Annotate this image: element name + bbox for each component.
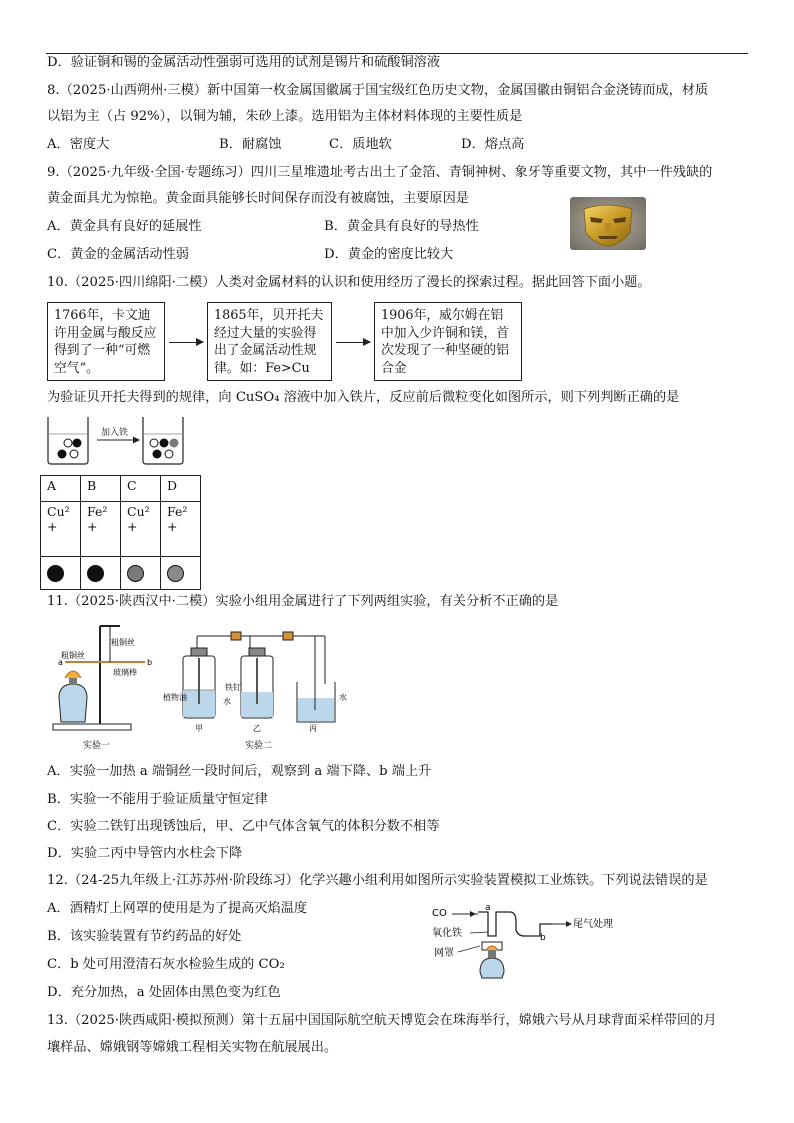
q11-option-a[interactable]: A．实验一加热 a 端铜丝一段时间后，观察到 a 端下降、b 端上升 (47, 764, 432, 779)
exp2-label-oil: 植物油 (163, 693, 187, 702)
q12-iron-smelting-figure (430, 902, 630, 982)
q12-option-c[interactable]: C．b 处可用澄清石灰水检验生成的 CO₂ (47, 957, 285, 972)
beaker-arrow-label: 加入铁 (101, 428, 129, 438)
q8-stem-line1: 8.（2025·山西朔州·三模）新中国第一枚金属国徽属于国宝级红色历史文物，金属国徽由铜铝合金浇铸而成，材质 (47, 83, 709, 98)
q11-experiment-figure (45, 618, 365, 752)
q9-option-c[interactable]: C．黄金的金属活动性弱 (47, 247, 189, 262)
gold-mask-image (570, 197, 646, 250)
particle-dot-a (47, 565, 64, 582)
q13-stem-line1: 13.（2025·陕西咸阳·模拟预测）第十五届中国国际航空航天博览会在珠海举行，嫦娥六号从月球背面采样带回的月 (47, 1013, 717, 1028)
q12-option-a[interactable]: A．酒精灯上网罩的使用是为了提高灭焰温度 (47, 901, 308, 916)
table-col-a[interactable]: A (41, 476, 81, 502)
exp1-label-wire-left: 粗铜丝 (61, 651, 85, 660)
ion-cell-d: Fe² + (161, 502, 201, 557)
exp2-label-water2: 水 (339, 693, 347, 702)
exp2-caption: 实验二 (245, 741, 273, 751)
fig12-label-tail-gas: 尾气处理 (573, 919, 613, 930)
table-col-c[interactable]: C (121, 476, 161, 502)
exp1-label-b: b (147, 658, 153, 667)
particle-dot-c (127, 565, 144, 582)
q11-option-c[interactable]: C．实验二铁钉出现锈蚀后，甲、乙中气体含氧气的体积分数不相等 (47, 819, 440, 834)
flow-box-1865: 1865年，贝开托夫经过大量的实验得出了金属活动性规律。如：Fe>Cu (207, 302, 332, 381)
table-col-b[interactable]: B (81, 476, 121, 502)
q11-stem-line1: 11.（2025·陕西汉中·二模）实验小组用金属进行了下列两组实验，有关分析不正确的是 (47, 594, 559, 609)
q10-stem-line1: 10.（2025·四川绵阳·二模）人类对金属材料的认识和使用经历了漫长的探索过程。据此回答下面小题。 (47, 275, 651, 290)
q8-option-b[interactable]: B．耐腐蚀 (219, 137, 282, 152)
q12-stem-line1: 12.（24-25九年级上·江苏苏州·阶段练习）化学兴趣小组利用如图所示实验装置模拟工业炼铁。下列说法错误的是 (47, 873, 708, 888)
fig12-label-iron-oxide: 氧化铁 (432, 928, 462, 939)
flow-box-1766: 1766年，卡文迪许用金属与酸反应得到了一种“可燃空气”。 (47, 302, 165, 381)
q8-stem-line2: 以铝为主（占 92%），以铜为辅，朱砂上漆。选用铝为主体材料体现的主要性质是 (47, 109, 523, 124)
q11-option-d[interactable]: D．实验二丙中导管内水柱会下降 (47, 846, 243, 861)
flow-box-1906: 1906年，威尔姆在铝中加入少许铜和镁，首次发现了一种坚硬的铝合金 (374, 302, 522, 381)
q9-option-a[interactable]: A．黄金具有良好的延展性 (47, 219, 202, 234)
exp2-label-yi: 乙 (253, 724, 261, 733)
q12-option-d[interactable]: D．充分加热，a 处固体由黑色变为红色 (47, 985, 281, 1000)
exp1-label-wire-right: 粗铜丝 (111, 638, 135, 647)
q13-stem-line2: 壤样品、嫦娥钢等嫦娥工程相关实物在航展展出。 (47, 1040, 338, 1055)
q8-option-c[interactable]: C．质地软 (329, 137, 392, 152)
fig12-label-a: a (485, 903, 491, 913)
q8-option-a[interactable]: A．密度大 (47, 137, 110, 152)
q12-option-b[interactable]: B．该实验装置有节约药品的好处 (47, 929, 242, 944)
ion-cell-a: Cu² + (41, 502, 81, 557)
exp2-label-jia: 甲 (195, 724, 203, 733)
exp1-caption: 实验一 (83, 741, 111, 751)
ion-cell-c: Cu² + (121, 502, 161, 557)
q10-stem-line2: 为验证贝开托夫得到的规律，向 CuSO₄ 溶液中加入铁片，反应前后微粒变化如图所示，则下列判断正确的是 (47, 390, 680, 405)
exp2-label-nail: 铁钉 (225, 683, 241, 692)
prev-option-d: D．验证铜和锡的金属活动性强弱可选用的试剂是锡片和硫酸铜溶液 (47, 55, 441, 70)
fig12-label-co: CO (432, 908, 447, 919)
flow-arrow-2 (336, 342, 370, 343)
exp2-label-water1: 水 (223, 697, 231, 706)
particle-dot-b (87, 565, 104, 582)
q9-option-d[interactable]: D．黄金的密度比较大 (324, 247, 454, 262)
q9-stem-line2: 黄金面具尤为惊艳。黄金面具能够长时间保存而没有被腐蚀，主要原因是 (47, 191, 469, 206)
exp2-label-bing: 丙 (309, 724, 317, 733)
q9-stem-line1: 9.（2025·九年级·全国·专题练习）四川三星堆遗址考古出土了金箔、青铜神树、象牙等重要文物，其中一件残缺的 (47, 165, 713, 180)
flow-arrow-1 (169, 342, 203, 343)
fig12-label-mesh: 网罩 (434, 948, 454, 959)
exp1-label-rod: 玻璃棒 (113, 668, 137, 677)
exp1-label-a: a (58, 658, 63, 667)
table-col-d[interactable]: D (161, 476, 201, 502)
q9-option-b[interactable]: B．黄金具有良好的导热性 (324, 219, 479, 234)
particle-dot-d (167, 565, 184, 582)
ion-cell-b: Fe² + (81, 502, 121, 557)
beaker-diagram (45, 414, 195, 466)
q11-option-b[interactable]: B．实验一不能用于验证质量守恒定律 (47, 792, 268, 807)
q8-option-d[interactable]: D．熔点高 (461, 137, 525, 152)
fig12-label-b: b (540, 933, 546, 943)
q10-options-table (40, 475, 201, 590)
